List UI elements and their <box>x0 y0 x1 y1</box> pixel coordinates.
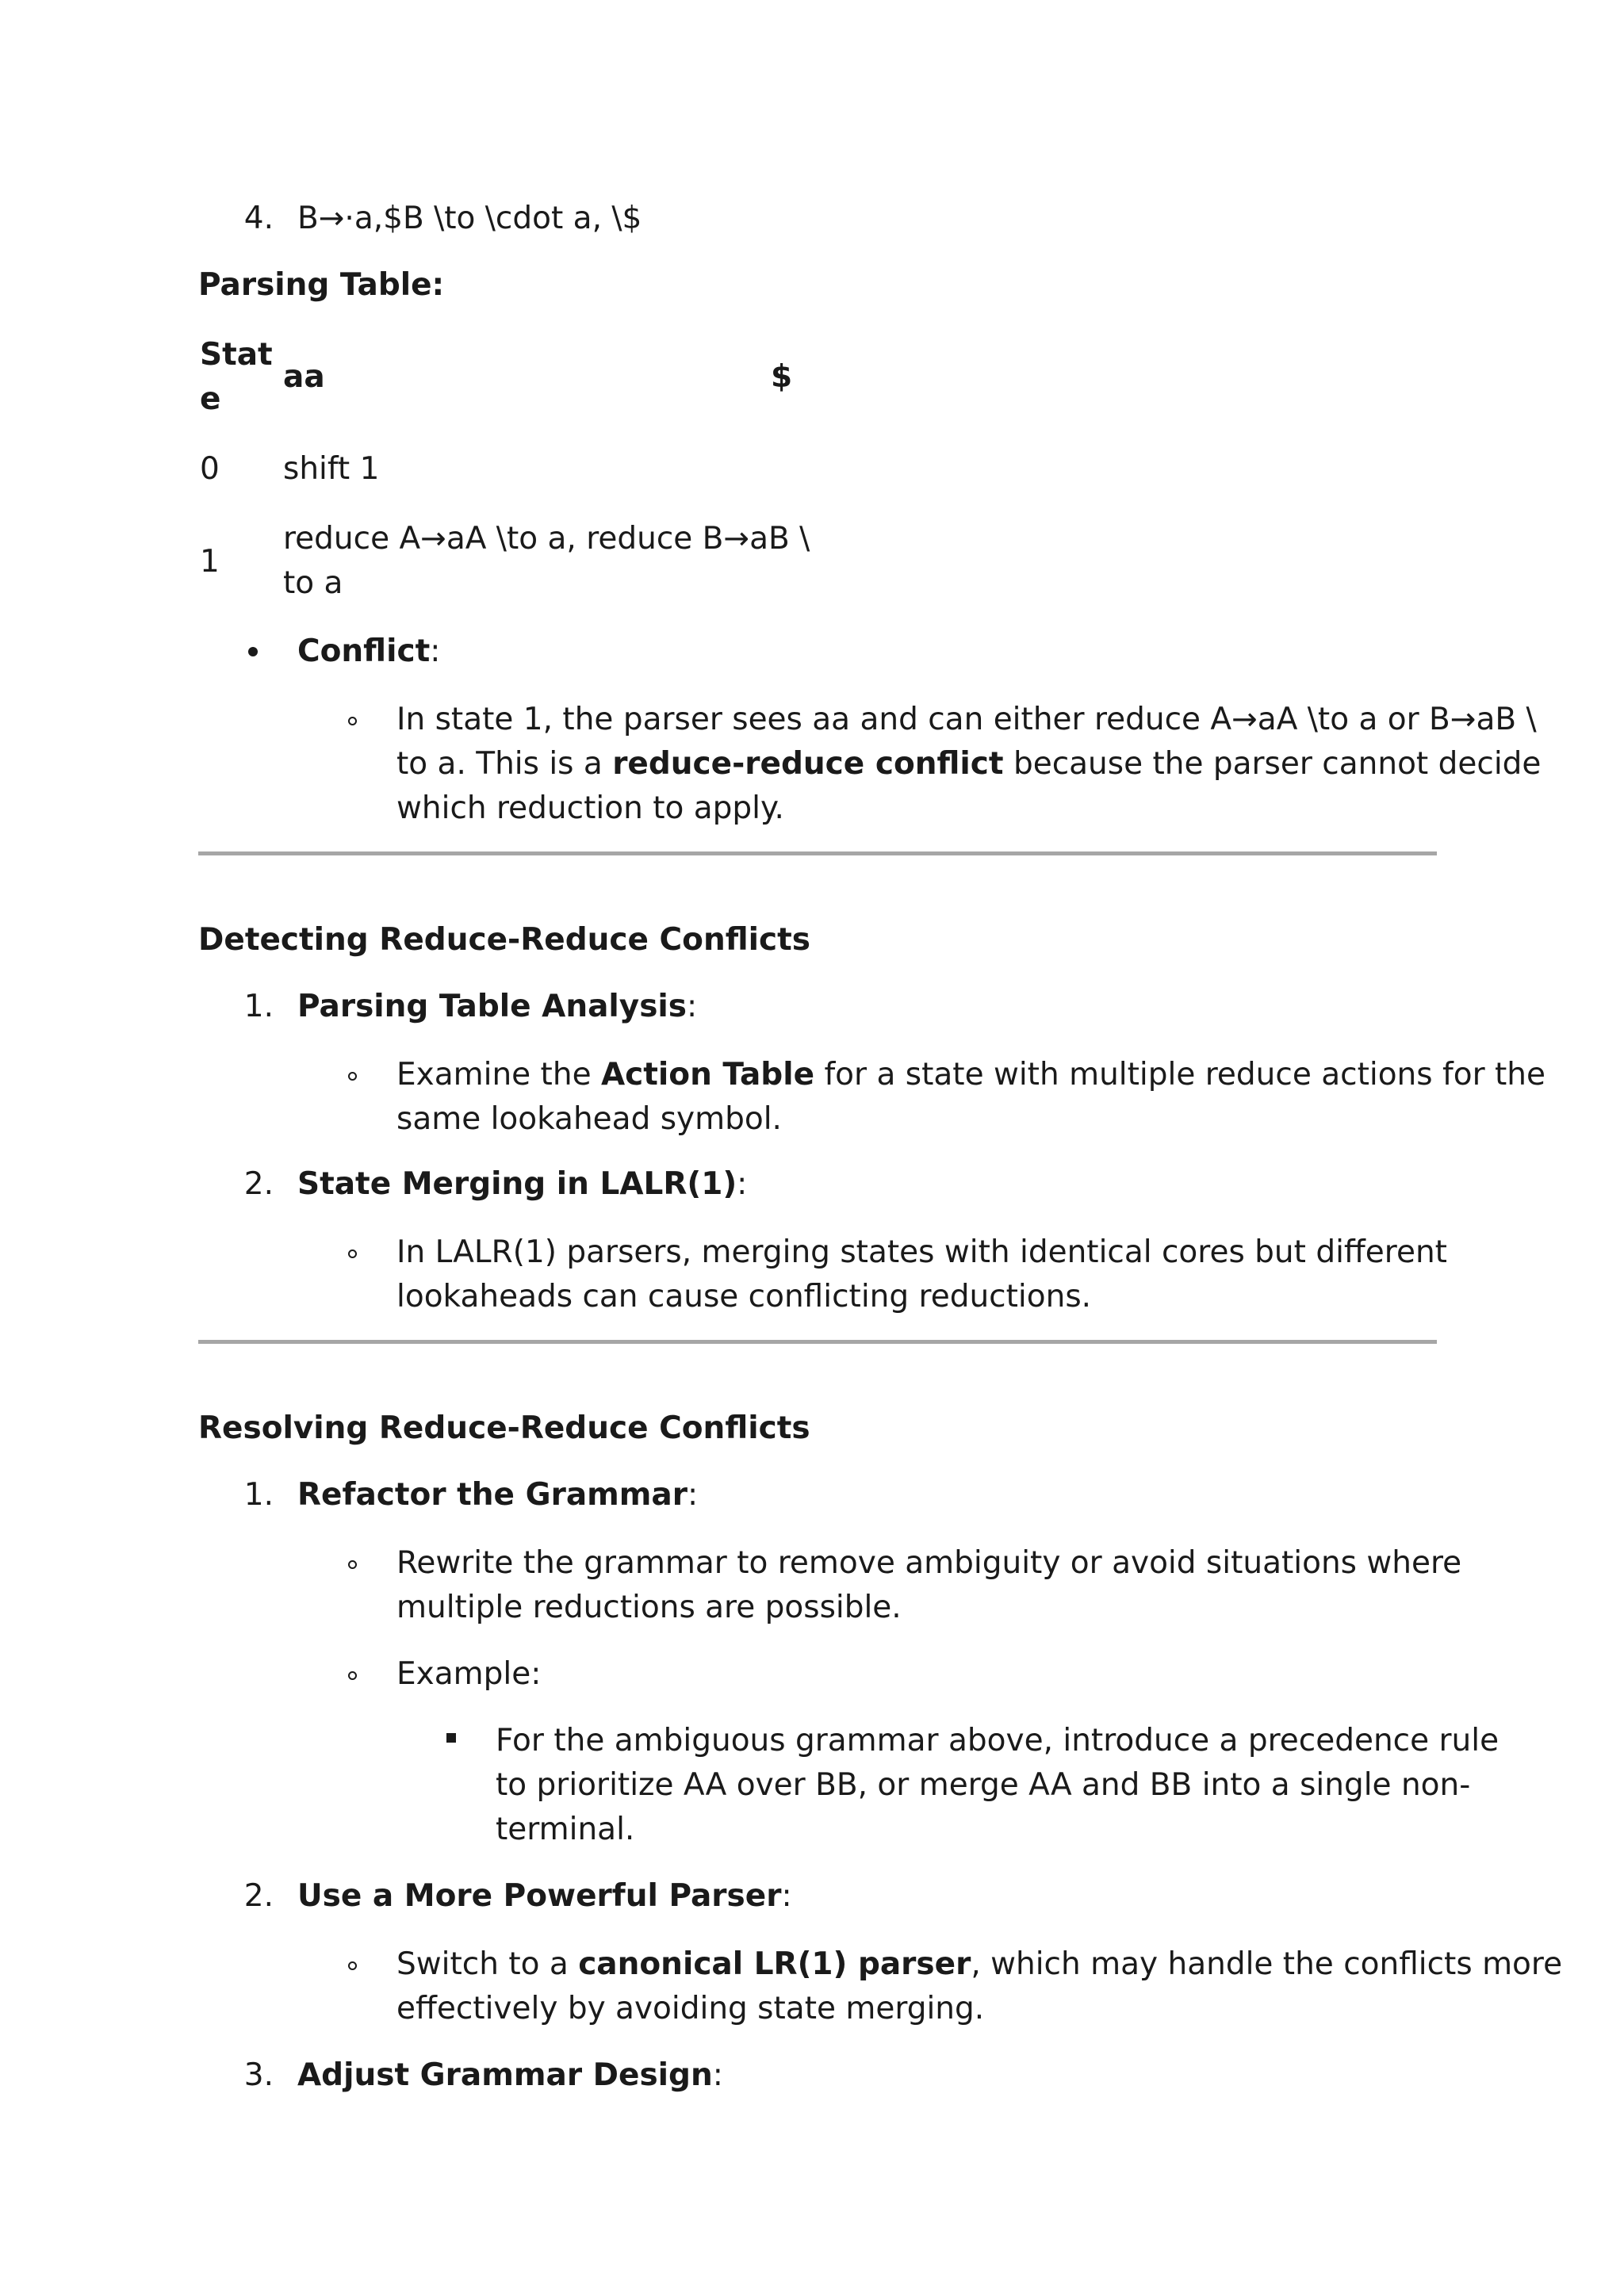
resolving-item1-sub1-line1: Rewrite the grammar to remove ambiguity or avoid situations where <box>396 1545 1462 1581</box>
table-header-state-wrap: e <box>200 381 221 417</box>
table-header-dollar: $ <box>771 359 793 395</box>
horizontal-divider <box>198 1340 1437 1344</box>
detecting-item2-sub-line2: lookaheads can cause conflicting reductions. <box>396 1279 1092 1314</box>
resolving-item1: Refactor the Grammar: <box>297 1477 699 1513</box>
list-number: 2. <box>243 1878 274 1914</box>
detecting-heading: Detecting Reduce-Reduce Conflicts <box>198 922 810 958</box>
list-item-text: B→·a,$B \to \cdot a, \$ <box>297 201 642 236</box>
resolving-item3: Adjust Grammar Design: <box>297 2057 723 2093</box>
list-number: 1. <box>243 989 274 1024</box>
resolving-example-line1: For the ambiguous grammar above, introduce a precedence rule <box>496 1723 1500 1758</box>
list-number: 4. <box>243 201 274 236</box>
list-number: 1. <box>243 1477 274 1513</box>
circle-bullet <box>348 717 357 725</box>
resolving-item1-sub1-line2: multiple reductions are possible. <box>396 1590 902 1625</box>
resolving-heading: Resolving Reduce-Reduce Conflicts <box>198 1410 810 1446</box>
disc-bullet <box>248 647 258 656</box>
table-cell-action: shift 1 <box>283 451 380 487</box>
circle-bullet <box>348 1072 357 1081</box>
circle-bullet <box>348 1961 357 1970</box>
detecting-item1: Parsing Table Analysis: <box>297 989 698 1024</box>
resolving-item2: Use a More Powerful Parser: <box>297 1878 792 1914</box>
detecting-item1-sub-line1: Examine the Action Table for a state with multiple reduce actions for the <box>396 1057 1546 1093</box>
circle-bullet <box>348 1671 357 1680</box>
horizontal-divider <box>198 851 1437 855</box>
resolving-example-line3: terminal. <box>496 1812 635 1847</box>
resolving-item2-sub-line1: Switch to a canonical LR(1) parser, which may handle the conflicts more <box>396 1946 1563 1982</box>
table-header-state: Stat <box>200 337 273 373</box>
resolving-item2-sub-line2: effectively by avoiding state merging. <box>396 1991 985 2026</box>
conflict-text-line2: to a. This is a reduce-reduce conflict because the parser cannot decide <box>396 746 1542 782</box>
circle-bullet <box>348 1249 357 1258</box>
table-cell-action-wrap: to a <box>283 565 343 601</box>
parsing-table-heading: Parsing Table: <box>198 267 445 303</box>
circle-bullet <box>348 1560 357 1569</box>
table-cell-state: 1 <box>200 544 220 580</box>
table-cell-state: 0 <box>200 451 220 487</box>
detecting-item2: State Merging in LALR(1): <box>297 1166 748 1202</box>
list-number: 3. <box>243 2057 274 2093</box>
conflict-text-line1: In state 1, the parser sees aa and can either reduce A→aA \to a or B→aB \ <box>396 702 1537 737</box>
table-cell-action: reduce A→aA \to a, reduce B→aB \ <box>283 521 810 557</box>
resolving-example-line2: to prioritize AA over BB, or merge AA and BB into a single non- <box>496 1767 1471 1803</box>
conflict-label: Conflict: <box>297 633 441 669</box>
detecting-item1-sub-line2: same lookahead symbol. <box>396 1101 782 1137</box>
table-header-a: aa <box>283 359 325 395</box>
square-bullet <box>446 1733 456 1743</box>
resolving-item1-sub2: Example: <box>396 1656 542 1692</box>
conflict-text-line3: which reduction to apply. <box>396 790 784 826</box>
detecting-item2-sub-line1: In LALR(1) parsers, merging states with identical cores but different <box>396 1234 1447 1270</box>
list-number: 2. <box>243 1166 274 1202</box>
